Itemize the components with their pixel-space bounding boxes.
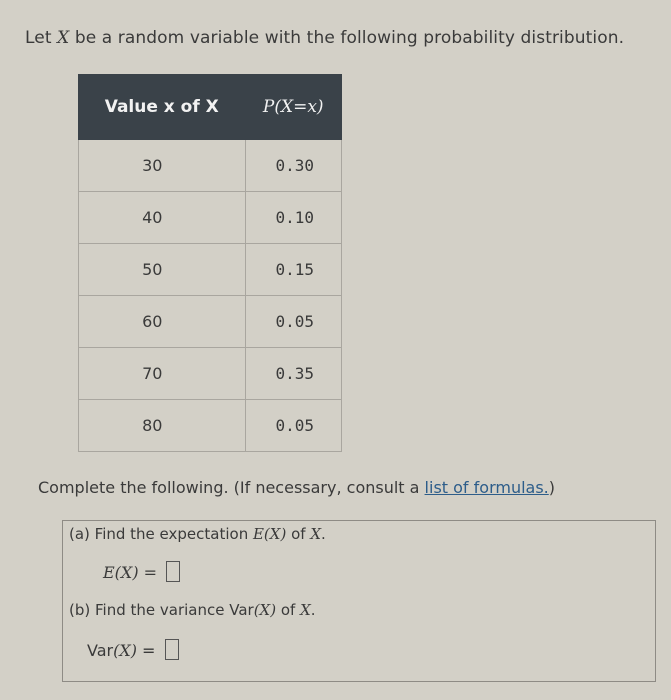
instructions-end: ) [548, 478, 556, 497]
expectation-answer-label: E(X) = [103, 563, 163, 582]
table-header-row [79, 75, 342, 140]
value-cell: 50 [79, 244, 246, 296]
part-b-label: (b) Find the variance Var [69, 601, 254, 619]
table-row [79, 400, 342, 452]
header-value: Value x of X [79, 75, 246, 140]
probability-cell: 0.15 [245, 244, 342, 296]
variance-answer-eq: = [136, 641, 161, 660]
part-a-question [69, 525, 326, 543]
header-probability: P(X=x) [245, 75, 342, 140]
table-row [79, 140, 342, 192]
answer-panel [62, 520, 656, 682]
value-cell: 60 [79, 296, 246, 348]
part-a-math: E(X) [252, 525, 287, 543]
variance-answer-prefix: Var [87, 641, 114, 660]
table-row [79, 192, 342, 244]
part-a-period: . [321, 525, 326, 543]
probability-cell: 0.05 [245, 296, 342, 348]
value-cell: 70 [79, 348, 246, 400]
part-b-period: . [310, 601, 316, 619]
variance-input[interactable] [165, 639, 179, 660]
intro-prefix: Let [25, 28, 58, 48]
probability-distribution-table [78, 74, 342, 452]
instructions [38, 478, 555, 497]
probability-cell: 0.35 [245, 348, 342, 400]
part-b-answer-row [87, 639, 179, 660]
value-cell: 80 [79, 400, 246, 452]
value-cell: 40 [79, 192, 246, 244]
instructions-text: Complete the following. (If necessary, consult a [38, 478, 425, 497]
part-b-variable: X [300, 601, 311, 619]
part-a-tail: of [286, 525, 311, 543]
probability-cell: 0.10 [245, 192, 342, 244]
probability-cell: 0.05 [245, 400, 342, 452]
part-a-answer-row [103, 561, 180, 582]
problem-statement [25, 28, 624, 48]
part-b-math: (X) [253, 601, 277, 619]
intro-variable: X [57, 28, 70, 48]
probability-cell: 0.30 [245, 140, 342, 192]
intro-suffix: be a random variable with the following probability distribution. [69, 28, 625, 48]
part-b-question [69, 601, 316, 619]
part-a-label: (a) Find the expectation [69, 525, 253, 543]
expectation-input[interactable] [166, 561, 180, 582]
part-a-variable: X [310, 525, 321, 543]
formulas-link[interactable]: list of formulas. [424, 478, 549, 497]
table-row [79, 348, 342, 400]
table-row [79, 244, 342, 296]
table-row [79, 296, 342, 348]
variance-answer-math: (X) [113, 641, 137, 660]
value-cell: 30 [79, 140, 246, 192]
part-b-tail: of [276, 601, 301, 619]
